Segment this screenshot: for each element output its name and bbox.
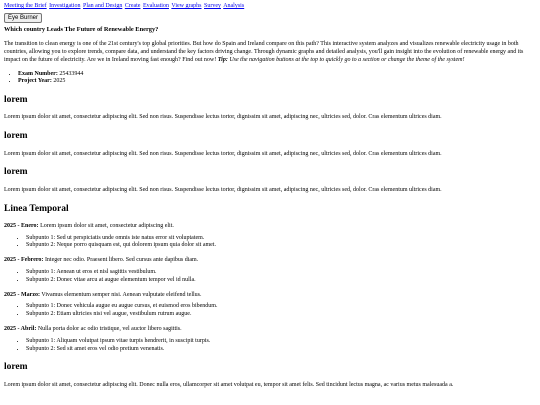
timeline-text: Lorem ipsum dolor sit amet, consectetur adipiscing elit. xyxy=(40,222,174,229)
tip-text: Use the navigation buttons at the top to quickly go to a section or change the theme of the system! xyxy=(229,56,465,63)
timeline-text: Integer nec odio. Praesent libero. Sed cursus ante dapibus diam. xyxy=(44,257,199,264)
project-year-item xyxy=(18,78,536,86)
timeline-heading: Linea Temporal xyxy=(4,203,69,214)
timeline-item xyxy=(4,326,536,334)
section-heading: lorem xyxy=(4,95,28,106)
timeline-subpoint: • Subpunto 2: Sed sit amet eros vel odio pretium venenatis. xyxy=(26,346,536,354)
nav-link-survey[interactable]: Survey xyxy=(204,3,222,9)
timeline-subpoints xyxy=(4,235,536,251)
timeline-date: 2025 - Enero: xyxy=(4,222,39,229)
nav-link-analysis[interactable]: Analysis xyxy=(223,3,245,9)
timeline-date: 2025 - Marzo: xyxy=(4,291,40,298)
project-meta-list xyxy=(4,71,536,87)
timeline-subpoint: • Subpunto 2: Donec vitae arcu at augue elementum tempor vel id nulla. xyxy=(26,277,536,285)
timeline-subpoint: • Subpunto 1: Aliquam volutpat ipsum vitae turpis hendrerit, in suscipit turpis. xyxy=(26,338,536,346)
nav-link-evaluation[interactable]: Evaluation xyxy=(142,3,169,9)
nav-link-create[interactable]: Create xyxy=(124,3,141,9)
final-section-text: Lorem ipsum dolor sit amet, consectetur adipiscing elit. Donec nulla eros, ullamcorper sit amet volutpat eu, tempor sit amet felis. Sed tincidunt lectus magna, ac varius metus malesuada a. xyxy=(4,381,454,388)
timeline-text: Nulla porta dolor ac odio tristique, vel auctor libero sagittis. xyxy=(37,326,182,333)
timeline-subpoint: • Subpunto 1: Sed ut perspiciatis unde omnis iste natus error sit voluptatem. xyxy=(26,235,536,243)
section-text: Lorem ipsum dolor sit amet, consectetur adipiscing elit. Sed non risus. Suspendisse lectus tortor, dignissim sit amet, adipiscing nec, ultricies sed, dolor. Cras elementum ultrices diam. xyxy=(4,150,442,157)
nav-link-meeting-the-brief[interactable]: Meeting the Brief xyxy=(4,3,47,9)
timeline-subpoints xyxy=(4,303,536,319)
exam-number-label: Exam Number: xyxy=(18,70,58,77)
timeline-item xyxy=(4,292,536,300)
final-section-heading: lorem xyxy=(4,362,28,373)
intro-text: The transition to clean energy is one of the 21st century's top global priorities. But how do Spain and Ireland compare on this path? This interactive system analyzes and visualizes renewable electricity usage in both countries, allowing you to explore trends, compare data, and understand the key factors driving change. Through dynamic graphs and detailed analysis, you'll gain insight into the evolution of renewable energy and its impact on the future of electricity. Are we in Ireland moving fast enough? Find out now! xyxy=(4,41,524,63)
nav-link-view-graphs[interactable]: View graphs xyxy=(171,3,202,9)
timeline-subpoint: • Subpunto 2: Neque porro quisquam est, qui dolorem ipsum quia dolor sit amet. xyxy=(26,242,536,250)
timeline-subpoints xyxy=(4,269,536,285)
section-text: Lorem ipsum dolor sit amet, consectetur adipiscing elit. Sed non risus. Suspendisse lectus tortor, dignissim sit amet, adipiscing nec, ultricies sed, dolor. Cras elementum ultrices diam. xyxy=(4,114,442,121)
timeline-subpoint: • Subpunto 1: Aenean ut eros et nisl sagittis vestibulum. xyxy=(26,269,536,277)
nav-link-plan-and-design[interactable]: Plan and Design xyxy=(82,3,123,9)
timeline-item xyxy=(4,257,536,265)
section-heading: lorem xyxy=(4,131,28,142)
nav-link-investigation[interactable]: Investigation xyxy=(49,3,81,9)
section-text: Lorem ipsum dolor sit amet, consectetur adipiscing elit. Sed non risus. Suspendisse lectus tortor, dignissim sit amet, adipiscing nec, ultricies sed, dolor. Cras elementum ultrices diam. xyxy=(4,186,442,193)
project-year-value: 2025 xyxy=(53,78,66,85)
timeline-subpoint: • Subpunto 2: Etiam ultricies nisi vel augue, vestibulum rutrum augue. xyxy=(26,311,536,319)
exam-number-item xyxy=(18,71,536,79)
timeline-date: 2025 - Abril: xyxy=(4,326,37,333)
top-navigation xyxy=(4,3,536,11)
page-title: Which country Leads The Future of Renewable Energy? xyxy=(4,25,159,33)
project-year-label: Project Year: xyxy=(18,78,52,85)
intro-paragraph xyxy=(4,41,536,64)
timeline-text: Vivamus elementum semper nisi. Aenean vulputate eleifend tellus. xyxy=(41,291,202,298)
exam-number-value: 25433944 xyxy=(59,70,84,77)
eye-burner-button[interactable]: Eye Burner xyxy=(4,13,42,23)
section-heading: lorem xyxy=(4,167,28,178)
timeline-date: 2025 - Febrero: xyxy=(4,257,44,264)
timeline-item xyxy=(4,223,536,231)
timeline-subpoints xyxy=(4,338,536,354)
tip-label: Tip: xyxy=(217,56,228,63)
timeline-subpoint: • Subpunto 1: Donec vehicula augue eu augue cursus, et euismod eros bibendum. xyxy=(26,303,536,311)
